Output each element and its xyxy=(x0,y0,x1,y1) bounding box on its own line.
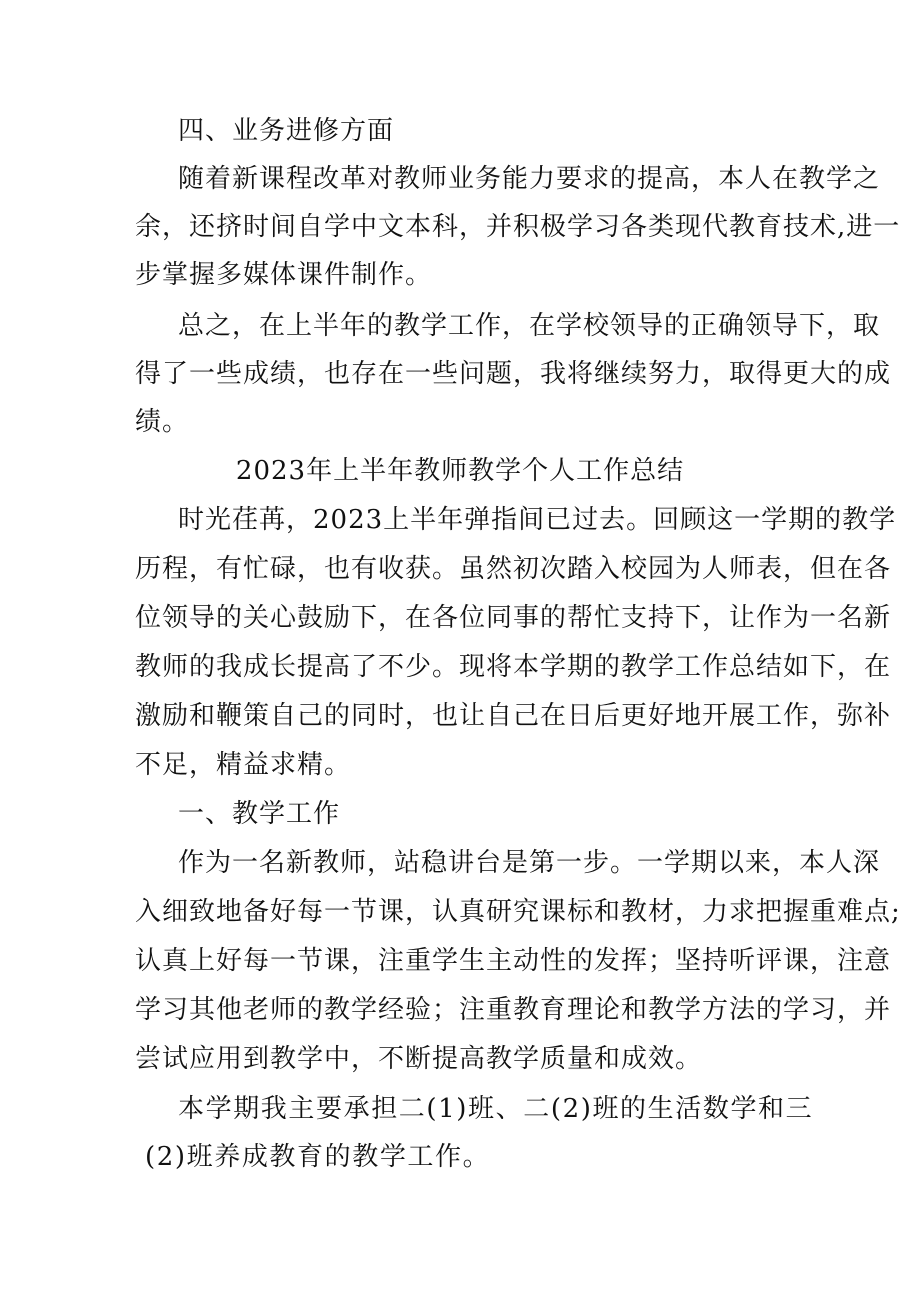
paragraph-line: 随着新课程改革对教师业务能力要求的提高，本人在教学之 xyxy=(178,164,881,194)
paragraph-line: 历程，有忙碌，也有收获。虽然初次踏入校园为人师表，但在各 xyxy=(135,554,892,584)
paragraph-line: 尝试应用到教学中，不断提高教学质量和成效。 xyxy=(135,1044,703,1074)
paragraph-line: 得了一些成绩，也存在一些问题，我将继续努力，取得更大的成 xyxy=(135,359,892,389)
paragraph-line: 入细致地备好每一节课，认真研究课标和教材，力求把握重难点; xyxy=(135,897,901,927)
paragraph-line: 教师的我成长提高了不少。现将本学期的教学工作总结如下，在 xyxy=(135,652,892,682)
section-heading-business-study: 四、业务进修方面 xyxy=(178,116,395,146)
paragraph-line: 绩。 xyxy=(135,407,190,437)
paragraph-line: 激励和鞭策自己的同时，也让自己在日后更好地开展工作，弥补 xyxy=(135,701,892,731)
paragraph-line: 学习其他老师的教学经验；注重教育理论和教学方法的学习，并 xyxy=(135,995,892,1025)
section-heading-teaching: 一、教学工作 xyxy=(178,799,341,829)
paragraph-line: 位领导的关心鼓励下，在各位同事的帮忙支持下，让作为一名新 xyxy=(135,603,892,633)
paragraph-line: 时光荏苒，2023上半年弹指间已过去。回顾这一学期的教学 xyxy=(178,505,897,535)
paragraph-line: (2)班养成教育的教学工作。 xyxy=(145,1142,491,1172)
paragraph-line: 认真上好每一节课，注重学生主动性的发挥；坚持听评课，注意 xyxy=(135,946,892,976)
document-title: 2023年上半年教师教学个人工作总结 xyxy=(235,456,685,486)
paragraph-line: 步掌握多媒体课件制作。 xyxy=(135,260,433,290)
paragraph-line: 余，还挤时间自学中文本科，并积极学习各类现代教育技术,进一 xyxy=(135,212,901,242)
paragraph-line: 总之，在上半年的教学工作，在学校领导的正确领导下，取 xyxy=(178,311,881,341)
paragraph-line: 作为一名新教师，站稳讲台是第一步。一学期以来，本人深 xyxy=(178,848,881,878)
paragraph-line: 本学期我主要承担二(1)班、二(2)班的生活数学和三 xyxy=(178,1094,814,1124)
paragraph-line: 不足，精益求精。 xyxy=(135,750,352,780)
